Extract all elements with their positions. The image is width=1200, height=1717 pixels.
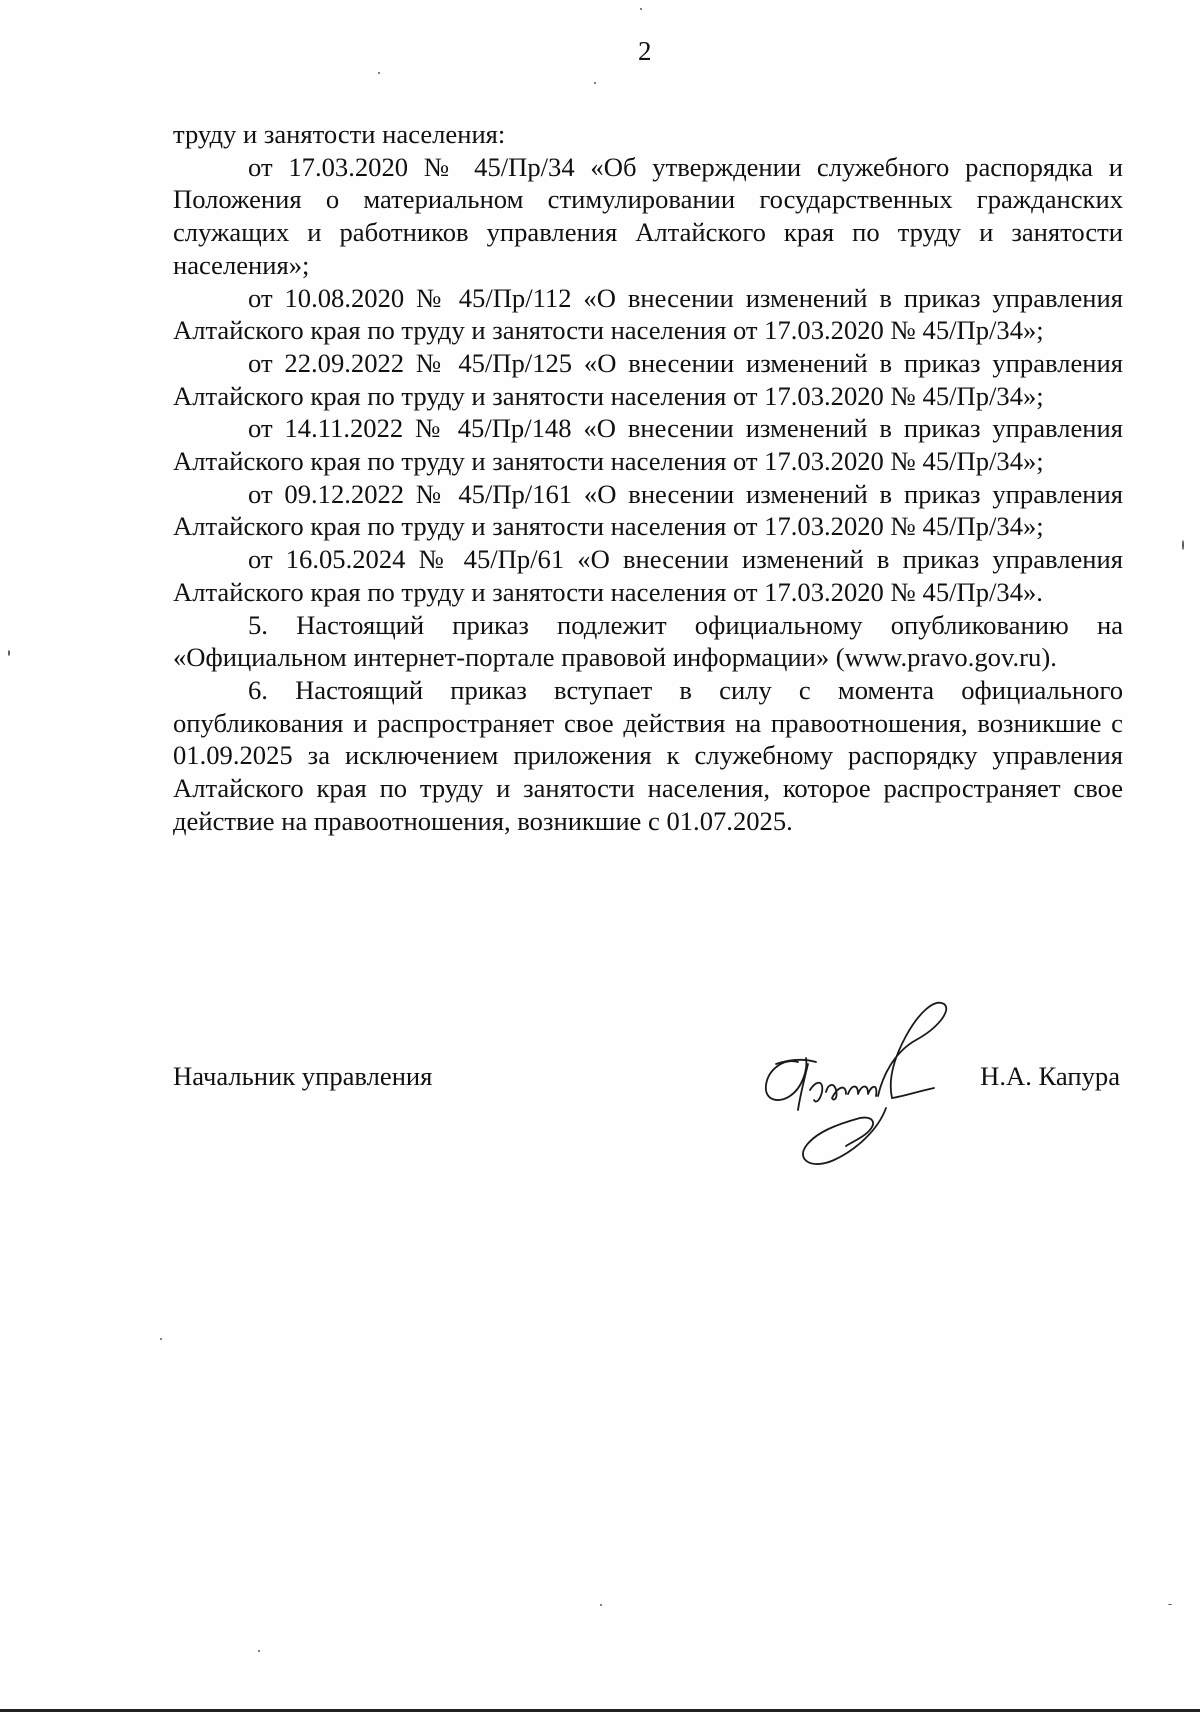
scan-speck [1168,1604,1172,1605]
signatory-name: Н.А. Капура [980,1061,1120,1091]
scan-edge-line [0,1709,1200,1712]
paragraph: от 14.11.2022 № 45/Пр/148 «О внесении изменений в приказ управления Алтайского края по труду и занятости населения от 17.03.2020 № 45/Пр/34»; [173,413,1123,477]
scan-speck [160,1338,162,1340]
scan-speck [640,8,642,10]
page-number: 2 [638,36,652,66]
document-body [173,118,1123,837]
paragraph: от 22.09.2022 № 45/Пр/125 «О внесении изменений в приказ управления Алтайского края по труду и занятости населения от 17.03.2020 № 45/Пр/34»; [173,347,1123,411]
paragraph: 5. Настоящий приказ подлежит официальному опубликованию на «Официальном интернет-портале правовой информации» (www.pravo.gov.ru). [173,609,1123,673]
paragraph: от 16.05.2024 № 45/Пр/61 «О внесении изменений в приказ управления Алтайского края по труду и занятости населения от 17.03.2020 № 45/Пр/34». [173,544,1123,607]
scan-speck [600,1604,602,1606]
paragraph: от 10.08.2020 № 45/Пр/112 «О внесении изменений в приказ управления Алтайского края по труду и занятости населения от 17.03.2020 № 45/Пр/34»; [173,282,1123,346]
scan-speck [378,72,380,74]
scan-speck [8,650,10,656]
signatory-position: Начальник управления [173,1061,433,1091]
paragraph: труду и занятости населения: [173,119,506,149]
handwritten-signature [738,1000,968,1175]
paragraph: от 09.12.2022 № 45/Пр/161 «О внесении изменений в приказ управления Алтайского края по труду и занятости населения от 17.03.2020 № 45/Пр/34»; [173,478,1123,542]
scan-speck [594,82,596,84]
paragraph: 6. Настоящий приказ вступает в силу с момента официального опубликования и распространяет свое действия на правоотношения, возникшие с 01.09.2025 за исключением приложения к служебному распорядку управления Алтайского края по труду и занятости населения, которое распространяет свое действие на правоотношения, возникшие с 01.07.2025. [173,674,1123,836]
paragraph: от 17.03.2020 № 45/Пр/34 «Об утверждении служебного распорядка и Положения о материальном стимулировании государственных гражданских служащих и работников управления Алтайского края по труду и занятости населения»; [173,151,1123,280]
scan-speck [258,1650,260,1652]
signature-block [173,1060,1123,1200]
scan-speck [1182,540,1184,550]
